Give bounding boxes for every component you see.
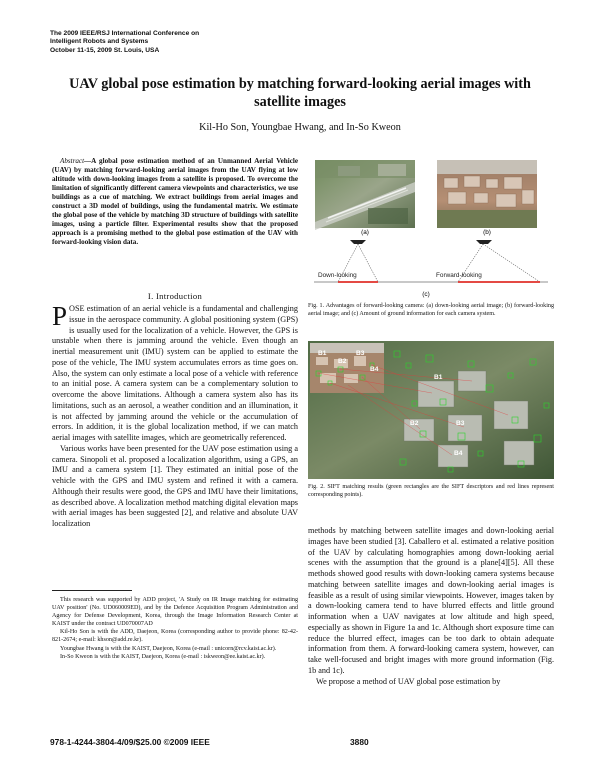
figure-1a-label: (a) [361, 229, 369, 236]
figure-1a-image [315, 160, 415, 230]
figure-1c-label: (c) [422, 291, 430, 298]
conference-header [50, 30, 290, 55]
intro-column-1 [52, 301, 298, 530]
building-label-satellite: B2 [410, 420, 419, 427]
intro-column-2 [308, 526, 554, 687]
conference-line: Intelligent Robots and Systems [50, 38, 149, 46]
paper-authors: Kil-Ho Son, Youngbae Hwang, and In-So Kweon [199, 122, 401, 133]
figure-1-caption: Fig. 1. Advantages of forward-looking camera: (a) down-looking aerial image; (b) forward-looking aerial image; and (c) Amount of ground information for each camera system. [308, 303, 554, 317]
building-label-satellite: B1 [434, 374, 443, 381]
footnote: This research was supported by ADD project, 'A Study on IR Image matching for estimating UAV position' (No. UD060009ED), and by the Defence Acquisition Program Administration and Agency for Defense Development, Korea, through the Image Information Research Center at KAIST under the contract UD070007AD [52, 597, 298, 628]
figure-1b-label: (b) [483, 229, 491, 236]
figure-1 [308, 160, 554, 302]
paper-title: UAV global pose estimation by matching forward-looking aerial images with satellite images [69, 76, 531, 110]
conference-line: October 11-15, 2009 St. Louis, USA [50, 46, 160, 54]
building-label-satellite: B3 [456, 420, 465, 427]
footnotes [52, 596, 298, 661]
footnote: In-So Kweon is with the KAIST, Daejeon, Korea (e-mail : iskweon@ee.kaist.ac.kr). [60, 653, 266, 660]
intro-paragraph-1: OSE estimation of an aerial vehicle is a fundamental and challenging issue in the aerospace community. A global positioning system (GPS) is usually used for the localization of a vehicle. However, the GPS is unstable when there is jamming around the vehicle. Even though an inertial measurement unit (IMU) system can be applied to estimate the pose of the vehicle, The IMU system accumulates errors as time goes on. Also, the system can only estimate a local pose of a vehicle with reference to an initial pose. A camera system can be a complementary solution to overcome the above limitations. Although a camera system also has its limitations, such as an aerosol, a weather condition and an illumination, it is not affected by jamming around the vehicle or the accumulation of errors. In addition, it is the global localization method, if we can match aerial images with satellite images, which are geometrically referenced. [52, 304, 298, 442]
building-label-inset: B3 [356, 350, 365, 357]
building-label-inset: B4 [370, 366, 379, 373]
conference-line: The 2009 IEEE/RSJ International Conference on [50, 30, 200, 37]
forward-looking-label: Forward-looking [436, 272, 482, 279]
footnote: Youngbae Hwang is with the KAIST, Daejeon, Korea (e-mail : unicorn@rcv.kaist.ac.kr). [60, 645, 277, 652]
figure-1c-diagram [314, 240, 548, 282]
figure-1b-image [437, 160, 537, 228]
building-label-satellite: B4 [454, 450, 463, 457]
building-label-inset: B1 [318, 350, 327, 357]
abstract [52, 157, 298, 247]
uav-icon [476, 240, 492, 244]
isbn-footer: 978-1-4244-3804-4/09/$25.00 ©2009 IEEE [50, 737, 210, 747]
figure-2-caption: Fig. 2. SIFT matching results (green rectangles are the SIFT descriptors and red lines represent corresponding points). [308, 484, 554, 498]
abstract-text: —A global pose estimation method of an Unmanned Aerial Vehicle (UAV) by matching forward-looking aerial images from the UAV flying at low altitude with down-looking images from a satellite is proposed. To overcome the limitation of significantly different camera viewpoints and characteristics, we use buildings as a cue of matching. We extract buildings from aerial images and construct a 3D model of buildings, using the fundamental matrix. We estimate the global pose of the vehicle by matching 3D structure of buildings with satellite images, using a particle filter. Experimental results show that the proposed approach is a promising method to the global pose estimation of the UAV with forward-looking vision data. [52, 157, 298, 247]
footnote-rule [52, 590, 132, 591]
footnote: Kil-Ho Son is with the ADD, Daejeon, Korea (corresponding author to provide phone: 82-42-821-2674; e-mail: khson@add.re.kr). [52, 629, 298, 644]
page-number: 3880 [350, 737, 369, 747]
figure-2 [308, 341, 554, 479]
uav-icon [350, 240, 366, 244]
intro-paragraph-2: Various works have been presented for the UAV pose estimation using a camera. Sinopoli et al. proposed a localization algorithm, using a GPS, an IMU and a camera system [1]. They estimated an initial pose of the vehicle with the GPS and IMU system and refined it with a camera. Although their results were good, the GPS and IMU have their limitations, as described above. A localization method matching digital elevation maps with aerial images has been suggested [2], and relative and absolute UAV localization [52, 443, 298, 528]
drop-cap: P [52, 301, 68, 331]
building-label-inset: B2 [338, 358, 347, 365]
abstract-label: Abstract [60, 157, 85, 165]
intro-paragraph-4: We propose a method of UAV global pose estimation by [316, 676, 501, 686]
section-heading: I. Introduction [147, 291, 203, 301]
down-looking-label: Down-looking [318, 272, 357, 279]
intro-paragraph-3: methods by matching between satellite images and down-looking aerial images have been studied [3]. Caballero et al. estimated a relative position of the UAV by calculating homographies among down-looking aerial scenes with the assumption that the ground is a plane[4][5]. All these methods showed good results with down-looking camera systems because matching between satellite images and down-looking aerial images is feasible as a result of using similar viewpoints. However, images taken by a down-looking camera tend to have blurred effects and little ground information when a UAV navigates at low altitude and high speed, especially as shown in Figure 1a and 1c. Although short exposure time can reduce the blurred effect, images can be too dark to obtain adequate information from them. A forward-looking camera system, however, can take well-focused and bright images with more ground information (Fig. 1b and 1c). [308, 526, 554, 675]
